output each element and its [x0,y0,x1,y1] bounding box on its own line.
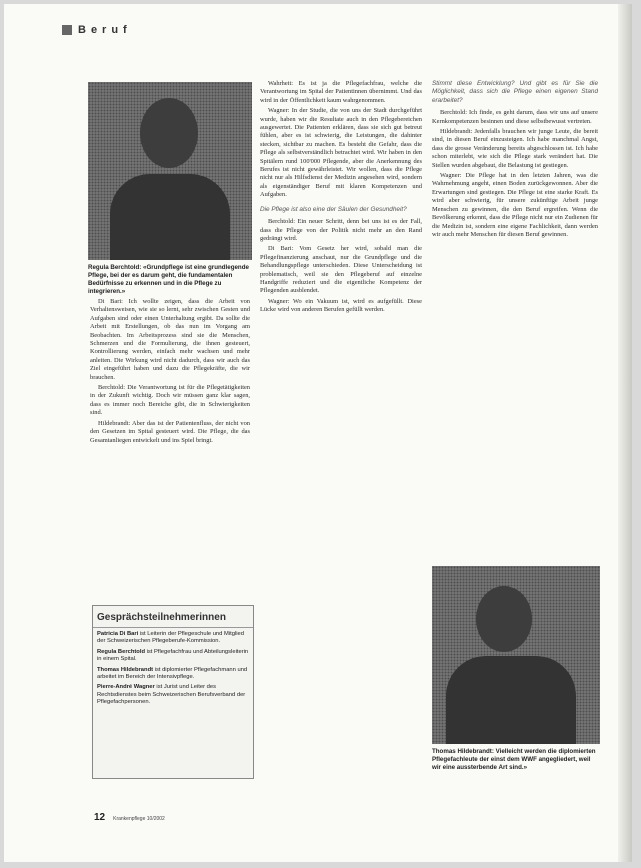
document-page [4,4,632,862]
participant-item: Pierre-André Wagner ist Jurist und Leiter des Rechtsdienstes beim Schweizerischen Berufsverband der Pflegefachpersonen. [97,684,246,706]
paragraph: Di Bari: Vom Gesetz her wird, sobald man die Pflegefinanzierung anschaut, nur die Grundpflege und die Behandlungspflege unterschieden. Diese Unterscheidung ist problematisch, weil sie den Pflegeberuf auf einzelne Handgriffe reduziert und die eigentliche Kompetenz der Pflegenden ausblendet. [260,245,422,295]
header-square-icon [62,25,72,35]
caption-name: Regula Berchtold: [88,264,142,271]
participant-item: Patricia Di Bari ist Leiterin der Pflegeschule und Mitglied der Schweizerischen Pflegeberufe-Kommission. [97,631,244,645]
participant-item: Thomas Hildebrandt ist diplomierter Pflegefachmann und arbeitet im Bereich der Intensivpflege. [97,666,248,681]
caption-name: Thomas Hildebrandt: [432,748,494,755]
subheading: Die Pflege ist also eine der Säulen der Gesundheit? [260,205,407,213]
participants-title: Gesprächsteilnehmerinnen [93,606,253,628]
paragraph: Hildebrandt: Aber das ist der Patientenfluss, der nicht von den Gesetzen im Spital gesteuert wird. Die Pflege, die das Gesamtanliegen entwickelt und ins Spiel bringt. [90,419,250,444]
portrait-photo-berchtold [88,82,252,260]
article-column-3 [432,80,598,560]
article-column-2 [260,80,422,840]
paragraph: Wahrheit: Es ist ja die Pflegefachfrau, welche die Verantwortung im Spital der Patientinnen übernimmt. Und das wird in der Öffentlichkeit kaum wahrgenommen. [260,80,422,104]
page-number: 12 [94,812,106,823]
paragraph: Wagner: Wo ein Vakuum ist, wird es aufgefüllt. Diese Lücke wird von anderen Berufen gefüllt werden. [260,297,422,314]
paragraph: Wagner: In der Studie, die von uns der Stadt durchgeführt wurde, haben wir die Resultate auch in den Pflegebereichen ausgewertet. Die Patienten erklären, dass sie sich gut betreut fühlen, aber es ist schwierig, die Leistungen, die dahinter stecken, sichtbar zu machen. Es besteht die Gefahr, dass die Pflege als selbstverständlich betrachtet wird. Wir haben in den Spitälern rund 100'000 Pflegende, aber die Anerkennung des Berufes ist nicht gewährleistet. Wir wollen, dass die Pflege nicht nur als Hilfsdienst der Medizin angesehen wird, sondern als eigenständiger Beruf mit klaren Kompetenzen und Aufgaben. [260,107,422,199]
section-title: Beruf [78,24,132,36]
paragraph: Di Bari: Ich wollte zeigen, dass die Arbeit von Verhaltensweisen, wie sie so lernt, sehr zwischen Gesten und Aufgaben sind oder einen Unterhaltung ergibt. Da sollte die Arbeit mit Erstellungen, ob das nun im Vorgang am Beobachten. Im Arbeitsprozess sind sie die Menschen, Schmerzen und die Formulierung, die ihnen gesteuert, Kontrollierung werden, einfach mehr wachsen und mehr anleiten. Die Wirkung wird nicht dadurch, dass wir auch das Ziel eingeführt haben und dazu die Pflegekräfte, die wir brauchen. [90,298,250,381]
photo-caption-hildebrandt [432,748,600,772]
paragraph: Wagner: Die Pflege hat in den letzten Jahren, was die Wahrnehmung angeht, einen Boden zurückgewonnen. Aber die Erwartungen sind gestiegen. Die Pflege ist eine starke Kraft. Es wird aber schwierig, für unsere zukünftige Arbeit junge Menschen zu gewinnen, die den Beruf ergreifen. Wenn die Bevölkerung erkennt, dass die Pflege nicht nur ein Zudienen für die Medizin ist, sondern eine eigene Fachlichkeit, dann werden wir auch mehr Menschen für diesen Beruf gewinnen. [432,172,598,238]
paragraph: Hildebrandt: Jedenfalls brauchen wir junge Leute, die bereit sind, in diesen Beruf einzusteigen. Ich habe manchmal Angst, dass die grosse Veränderung bereits abgeschlossen ist. Ich habe schon miterlebt, wie sich die Pflege stark verändert hat. Die Stellen wurden abgebaut, die Belastung ist gestiegen. [432,128,598,169]
article-column-1 [90,298,250,598]
intro-question: Stimmt diese Entwicklung? Und gibt es für Sie die Möglichkeit, dass sich die Pflege einen eigenen Stand erarbeitet? [432,80,598,104]
page-binding-shadow [618,4,632,862]
participant-item: Regula Berchtold ist Pflegefachfrau und Abteilungsleiterin in einem Spital. [97,648,249,663]
portrait-photo-hildebrandt [432,566,600,744]
paragraph: Berchtold: Ein neuer Schritt, denn bei uns ist es der Fall, dass die Pflege von der Politik nicht mehr an den Rand gedrängt wird. [260,218,422,242]
page-footer [94,812,165,823]
caption-quote: Vielleicht werden die diplomierten Pflegefachleute der einst dem WWF angegliedert, weil wir eine aussterbende Art sind.» [432,748,596,771]
section-header [62,24,132,36]
caption-quote: «Grundpflege ist eine grundlegende Pflege, bei der es darum geht, die fundamentalen Bedürfnisse zu erkennen und in die Pflege zu integrieren.» [88,264,249,295]
publication-name: Krankenpflege 10/2002 [113,816,165,822]
paragraph: Berchtold: Ich finde, es geht darum, dass wir uns auf unsere Kernkompetenzen besinnen und diese selbstbewusst vertreten. [432,109,598,125]
paragraph: Berchtold: Die Verantwortung ist für die Pflegetätigkeiten in der Zukunft wichtig. Doch wir müssen ganz klar sagen, dass es immer noch Bereiche gibt, die in Schwierigkeiten sind. [90,384,250,417]
participants-box [92,605,254,779]
photo-caption-berchtold [88,264,254,296]
